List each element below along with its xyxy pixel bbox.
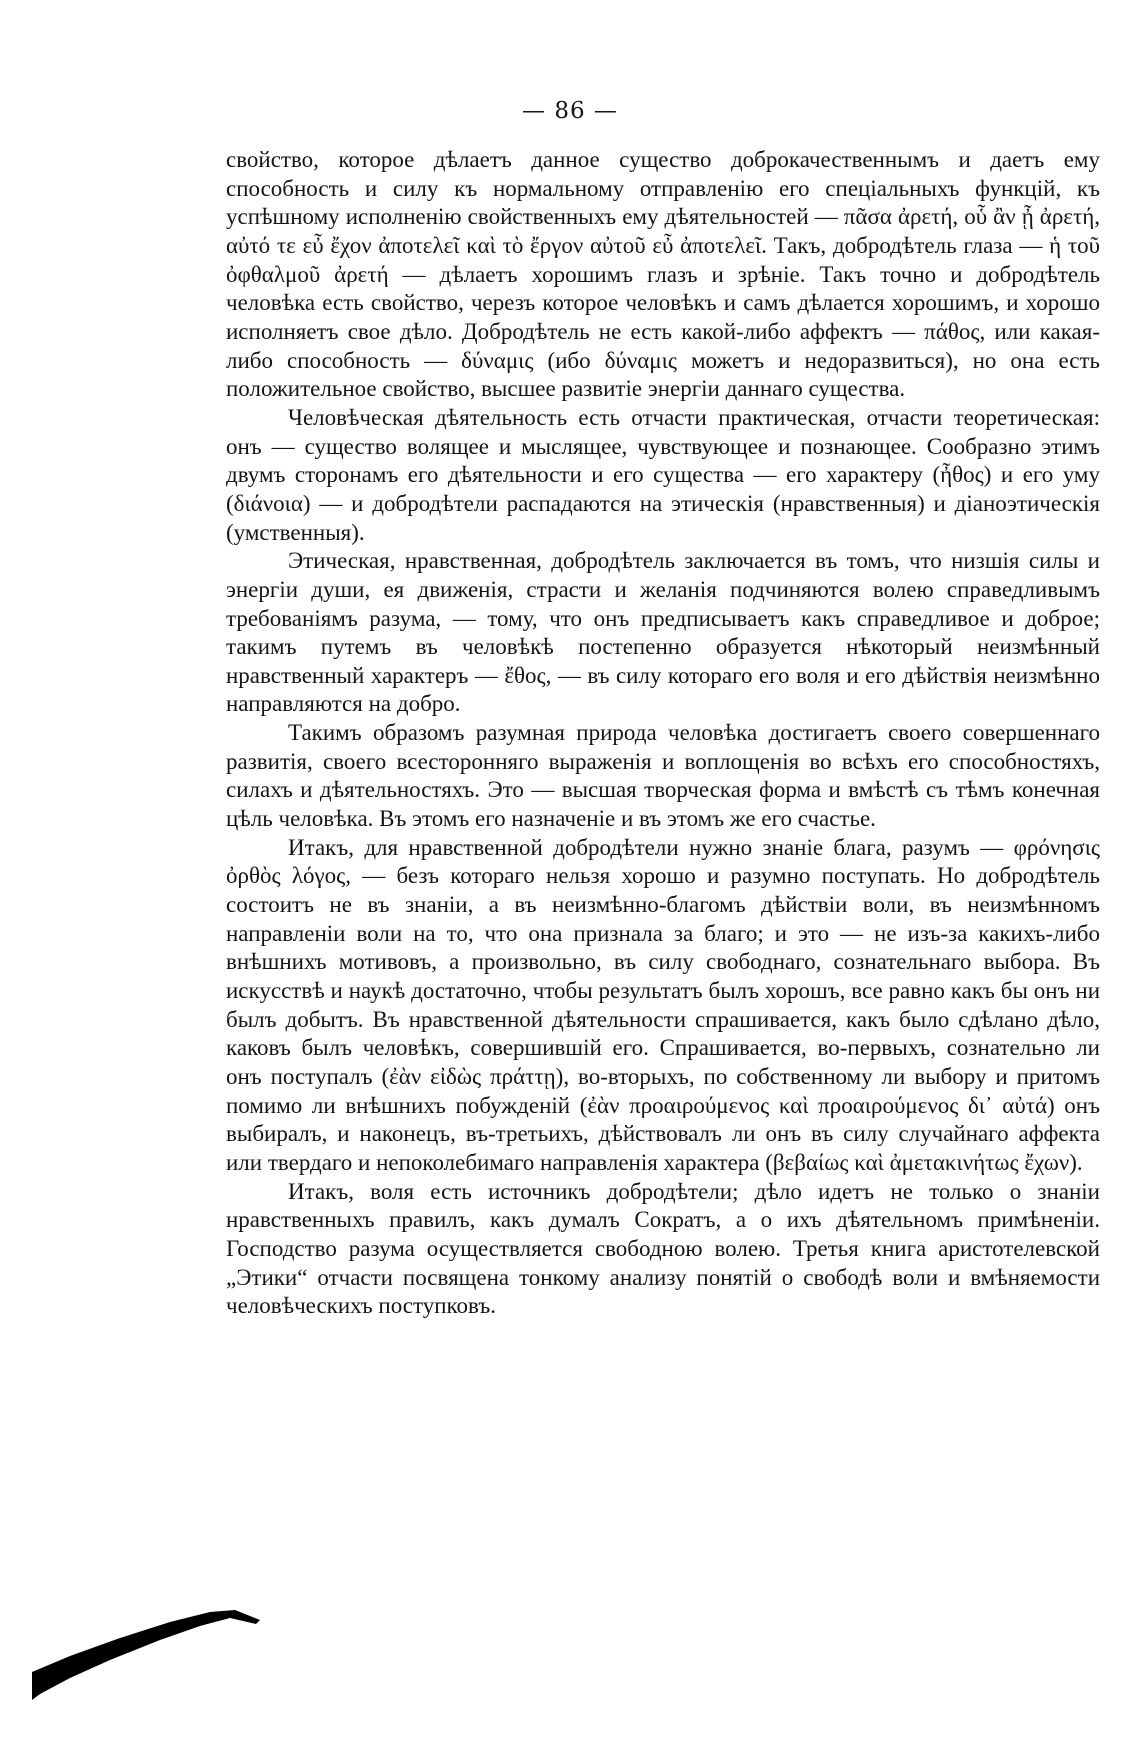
paragraph-1: свойство, которое дѣлаетъ данное существо доброкачественнымъ и даетъ ему способность и силу къ нормальному отправленію его спеціальныхъ функцій, къ успѣшному исполненію свойственныхъ ему дѣятельностей — πᾶσα ἀρετή, οὗ ἂν ᾖ ἀρετή, αὐτό τε εὖ ἔχον ἀποτελεῖ καὶ τὸ ἔργον αὐτοῦ εὖ ἀποτελεῖ. Такъ, добродѣтель глаза — ἡ τοῦ ὀφθαλμοῦ ἀρετή — дѣлаетъ хорошимъ глазъ и зрѣніе. Такъ точно и добродѣтель человѣка есть свойство, черезъ которое человѣкъ и самъ дѣлается хорошимъ, и хорошо исполняетъ свое дѣло. Добродѣтель не есть какой-либо аффектъ — πάθος, или какая-либо способность — δύναμις (ибо δύναμις можетъ и недоразвиться), но она есть положительное свойство, высшее развитіе энергіи даннаго существа.	[226, 147, 1100, 402]
body-text	[226, 146, 1100, 1321]
scan-artifact-mark	[30, 1560, 270, 1710]
page-number: — 86 —	[522, 98, 618, 124]
scan-artifact-stroke	[32, 1610, 260, 1700]
paragraph-5: Итакъ, для нравственной добродѣтели нужно знаніе блага, разумъ — φρόνησις ὀρθὸς λόγος, — безъ котораго нельзя хорошо и разумно поступать. Но добродѣтель состоитъ не въ знаніи, а въ неизмѣнно-благомъ дѣйствіи воли, въ неизмѣнномъ направленіи воли на то, что она признала за благо; и это — не изъ-за какихъ-либо внѣшнихъ мотивовъ, а произвольно, въ силу свободнаго, сознательнаго выбора. Въ искусствѣ и наукѣ достаточно, чтобы результатъ былъ хорошъ, все равно какъ бы онъ ни былъ добытъ. Въ нравственной дѣятельности спрашивается, какъ было сдѣлано дѣло, каковъ былъ человѣкъ, совершившій его. Спрашивается, во-первыхъ, сознательно ли онъ поступалъ (ἐὰν εἰδὼς πράττῃ), во-вторыхъ, по собственному ли выбору и притомъ помимо ли внѣшнихъ побужденій (ἐὰν προαιρούμενος καὶ προαιρούμενος δι᾽ αὐτά) онъ выбиралъ, и наконецъ, въ-третьихъ, дѣйствовалъ ли онъ въ силу случайнаго аффекта или твердаго и непоколебимаго направленія характера (βεβαίως καὶ ἀμετακινήτως ἔχων).	[226, 834, 1100, 1175]
paragraph-2: Человѣческая дѣятельность есть отчасти практическая, отчасти теоретическая: онъ — существо волящее и мыслящее, чувствующее и познающее. Сообразно этимъ двумъ сторонамъ его дѣятельности и его существа — его характеру (ἦθος) и его уму (διάνοια) — и добродѣтели распадаются на этическія (нравственныя) и діаноэтическія (умственныя).	[226, 404, 1100, 545]
paragraph-6: Итакъ, воля есть источникъ добродѣтели; дѣло идетъ не только о знаніи нравственныхъ правилъ, какъ думалъ Сократъ, а о ихъ дѣятельномъ примѣненіи. Господство разума осуществляется свободною волею. Третья книга аристотелевской „Этики“ отчасти посвящена тонкому анализу понятій о свободѣ воли и вмѣняемости человѣческихъ поступковъ.	[226, 1178, 1100, 1319]
paragraph-3: Этическая, нравственная, добродѣтель заключается въ томъ, что низшія силы и энергіи души, ея движенія, страсти и желанія подчиняются волею справедливымъ требованіямъ разума, — тому, что онъ предписываетъ какъ справедливое и доброе; такимъ путемъ въ человѣкѣ постепенно образуется нѣкоторый неизмѣнный нравственный характеръ — ἔθος, — въ силу котораго его воля и его дѣйствія неизмѣнно направляются на добро.	[226, 548, 1100, 717]
paragraph-4: Такимъ образомъ разумная природа человѣка достигаетъ своего совершеннаго развитія, своего всесторонняго выраженія и воплощенія во всѣхъ его способностяхъ, силахъ и дѣятельностяхъ. Это — высшая творческая форма и вмѣстѣ съ тѣмъ конечная цѣль человѣка. Въ этомъ его назначеніе и въ этомъ же его счастье.	[226, 720, 1100, 832]
